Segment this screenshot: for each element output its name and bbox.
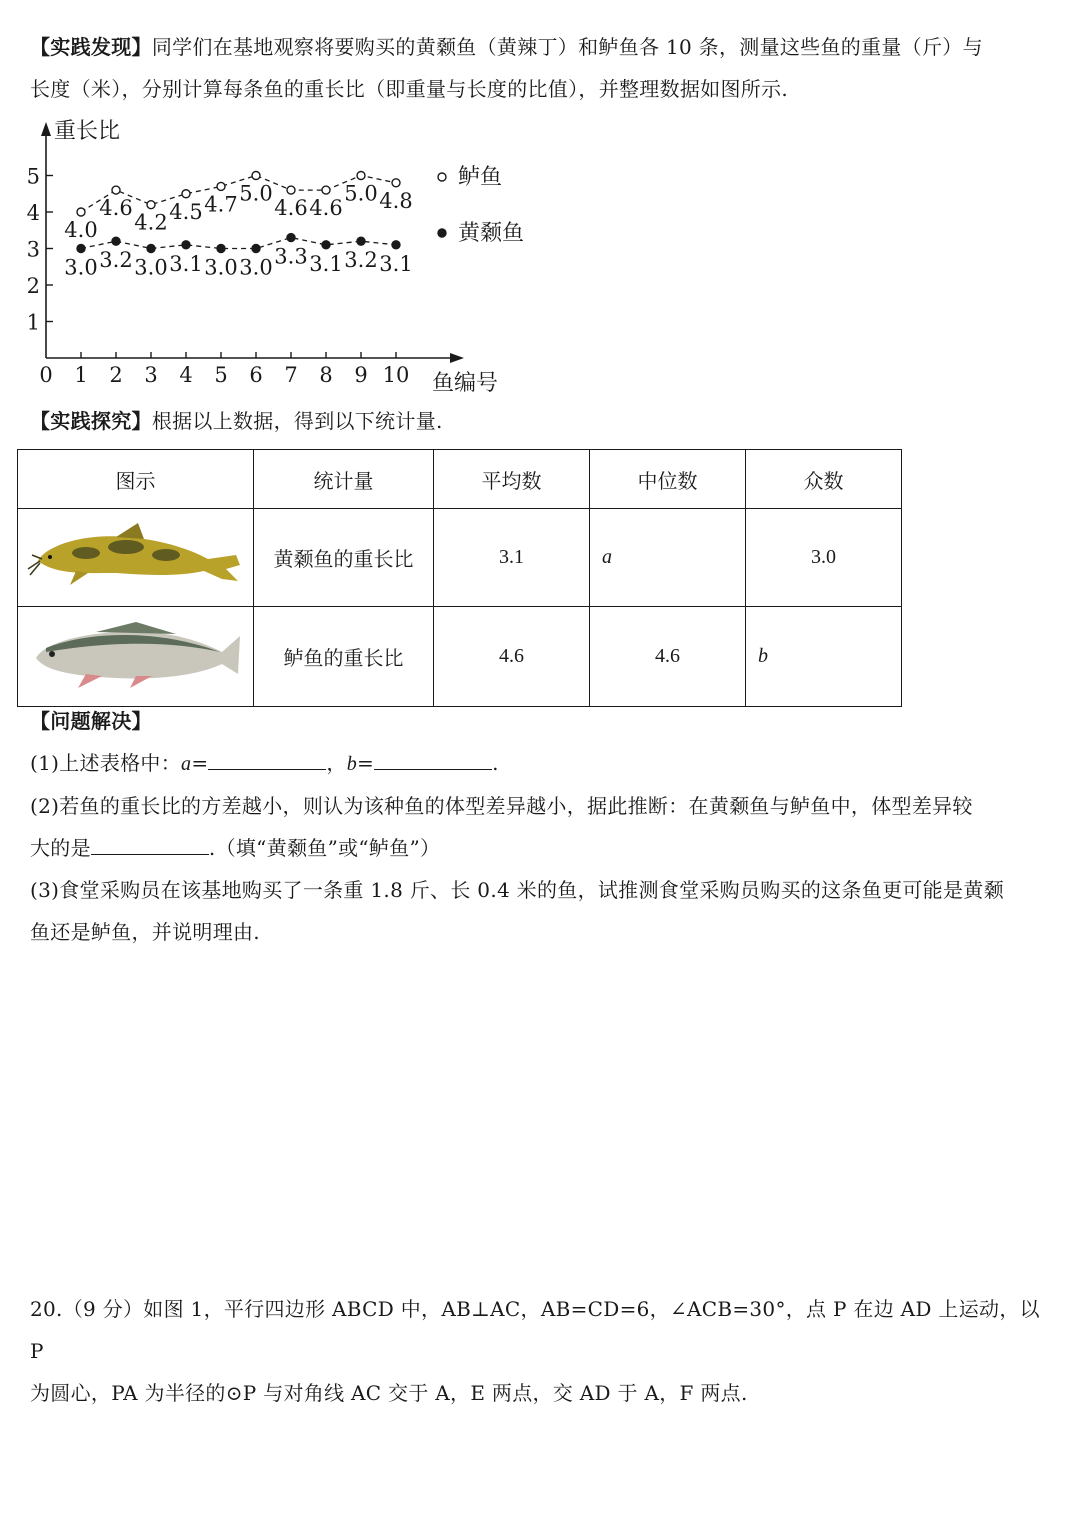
y-tick-label: 1 — [26, 310, 40, 335]
perch-stat-label: 鲈鱼的重长比 — [254, 607, 434, 707]
legend-catfish-marker — [438, 229, 446, 237]
perch-mode: b — [746, 607, 902, 707]
perch-data-label: 5.0 — [344, 181, 378, 206]
perch-data-point — [112, 186, 120, 194]
catfish-data-label: 3.0 — [204, 255, 238, 280]
answer-blank-fish[interactable] — [91, 832, 209, 855]
perch-data-label: 5.0 — [239, 181, 273, 206]
y-axis-arrow — [41, 122, 51, 136]
perch-data-label: 4.2 — [134, 210, 168, 235]
y-tick-label: 4 — [26, 201, 40, 225]
catfish-data-label: 3.2 — [344, 248, 378, 273]
answer-blank-a[interactable] — [208, 747, 326, 770]
catfish-series-line — [81, 238, 396, 249]
perch-image-cell — [18, 607, 254, 707]
catfish-data-point — [112, 237, 120, 245]
catfish-data-point — [147, 245, 155, 253]
x-tick-label: 10 — [382, 363, 410, 387]
perch-data-point — [287, 186, 295, 194]
perch-mean: 4.6 — [434, 607, 590, 707]
catfish-data-point — [182, 241, 190, 249]
yellow-catfish-image — [26, 515, 246, 595]
question-2: (2)若鱼的重长比的方差越小，则认为该种鱼的体型差异越小，据此推断：在黄颡鱼与鲈鱼中，体型差异较 大的是 .（填“黄颡鱼”或“鲈鱼”） — [30, 794, 973, 860]
catfish-data-point — [217, 245, 225, 253]
catfish-data-label: 3.1 — [379, 251, 413, 276]
catfish-stat-label: 黄颡鱼的重长比 — [254, 509, 434, 607]
legend-perch-label: 鲈鱼 — [458, 165, 503, 190]
explore-bracket-label: 【实践探究】 — [30, 409, 152, 433]
catfish-data-point — [77, 245, 85, 253]
perch-data-label: 4.7 — [204, 192, 238, 217]
y-tick-label: 5 — [26, 164, 40, 189]
question-20-line-2: 为圆心，PA 为半径的⊙P 与对角线 AC 交于 A，E 两点，交 AD 于 A，F 两点. — [30, 1381, 748, 1405]
perch-median: 4.6 — [590, 607, 746, 707]
header-illustration: 图示 — [18, 450, 254, 509]
catfish-data-label: 3.1 — [309, 251, 343, 276]
x-tick-label: 0 — [39, 363, 53, 387]
y-tick-label: 2 — [26, 274, 40, 298]
chart-legend — [438, 165, 524, 246]
perch-data-label: 4.5 — [169, 199, 203, 224]
x-tick-label: 7 — [284, 363, 298, 387]
header-median: 中位数 — [590, 450, 746, 509]
x-axis-label: 鱼编号 — [432, 371, 499, 396]
weight-length-ratio-chart — [22, 112, 562, 397]
explore-line: 【实践探究】根据以上数据，得到以下统计量. — [30, 409, 443, 433]
perch-data-label: 4.0 — [64, 218, 98, 242]
catfish-mode: 3.0 — [746, 509, 902, 607]
question-3: (3)食堂采购员在该基地购买了一条重 1.8 斤、长 0.4 米的鱼，试推测食堂采购员购买的这条鱼更可能是黄颡 鱼还是鲈鱼，并说明理由. — [30, 878, 1004, 944]
question-20 — [30, 1288, 1040, 1414]
x-tick-label: 4 — [179, 363, 193, 387]
chart-marks — [64, 172, 412, 280]
intro-line-1: 【实践发现】同学们在基地观察将要购买的黄颡鱼（黄辣丁）和鲈鱼各 10 条，测量这些鱼的重量（斤）与 — [30, 35, 983, 59]
x-tick-label: 6 — [249, 363, 263, 387]
perch-data-label: 4.8 — [379, 188, 413, 213]
perch-data-point — [392, 179, 400, 187]
perch-image — [26, 614, 246, 694]
x-tick-label: 2 — [109, 363, 123, 387]
catfish-data-label: 3.0 — [64, 255, 98, 280]
x-axis-arrow — [450, 353, 464, 363]
catfish-data-point — [322, 241, 330, 249]
catfish-mean: 3.1 — [434, 509, 590, 607]
solve-section — [30, 700, 1040, 953]
legend-catfish-label: 黄颡鱼 — [458, 221, 525, 246]
question-1: (1)上述表格中：a= ，b= . — [30, 742, 1040, 785]
perch-data-point — [77, 208, 85, 216]
perch-data-label: 4.6 — [99, 196, 133, 221]
perch-data-point — [322, 186, 330, 194]
table-row — [18, 509, 902, 607]
perch-data-label: 4.6 — [274, 196, 308, 221]
catfish-data-point — [357, 237, 365, 245]
solve-bracket-label: 【问题解决】 — [30, 709, 152, 733]
catfish-data-point — [287, 234, 295, 242]
intro-bracket-label: 【实践发现】 — [30, 35, 152, 59]
intro-paragraph — [30, 26, 1040, 110]
catfish-data-label: 3.0 — [239, 255, 273, 280]
perch-data-point — [357, 172, 365, 180]
catfish-data-point — [392, 241, 400, 249]
catfish-data-label: 3.3 — [274, 244, 308, 269]
x-tick-label: 8 — [319, 363, 333, 387]
catfish-data-label: 3.2 — [99, 248, 133, 273]
catfish-data-point — [252, 245, 260, 253]
header-mode: 众数 — [746, 450, 902, 509]
perch-data-point — [147, 201, 155, 209]
x-tick-label: 5 — [214, 363, 228, 387]
intro-line-2: 长度（米），分别计算每条鱼的重长比（即重量与长度的比值），并整理数据如图所示. — [30, 77, 789, 101]
perch-data-point — [182, 190, 190, 198]
y-axis-label: 重长比 — [54, 119, 121, 144]
table-header-row — [18, 450, 902, 509]
catfish-median: a — [590, 509, 746, 607]
answer-blank-b[interactable] — [374, 747, 492, 770]
header-statistic: 统计量 — [254, 450, 434, 509]
catfish-data-label: 3.0 — [134, 255, 168, 280]
x-tick-label: 1 — [74, 363, 88, 387]
table-row — [18, 607, 902, 707]
x-tick-label: 3 — [144, 363, 158, 387]
statistics-table — [17, 449, 902, 707]
perch-data-label: 4.6 — [309, 196, 343, 221]
catfish-data-label: 3.1 — [169, 251, 203, 276]
perch-data-point — [217, 182, 225, 190]
catfish-image-cell — [18, 509, 254, 607]
header-mean: 平均数 — [434, 450, 590, 509]
question-20-line-1: 20.（9 分）如图 1，平行四边形 ABCD 中，AB⊥AC，AB=CD=6，∠ACB=30°，点 P 在边 AD 上运动，以 P — [30, 1297, 1040, 1363]
perch-data-point — [252, 172, 260, 180]
legend-perch-marker — [438, 173, 446, 181]
y-tick-label: 3 — [26, 237, 40, 262]
x-tick-label: 9 — [354, 363, 368, 387]
